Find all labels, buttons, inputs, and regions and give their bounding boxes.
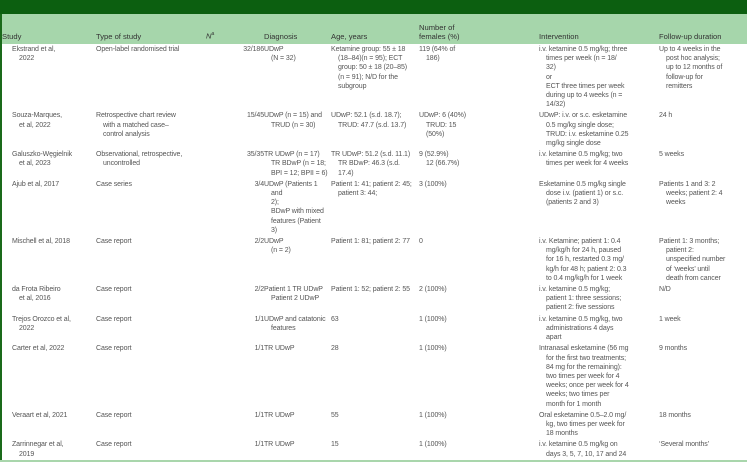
cell-followup-container bbox=[659, 110, 747, 149]
cell-n: 35/35 bbox=[246, 151, 264, 159]
cell-type: Observational, retrospective, uncontrolled bbox=[96, 151, 183, 168]
cell-females: 1 (100%) bbox=[419, 315, 447, 323]
cell-females-container bbox=[419, 236, 539, 284]
cell-age: Patient 1: 81; patient 2: 77 bbox=[331, 238, 410, 246]
cell-n: 2/2 bbox=[254, 238, 264, 246]
cell-type: Case series bbox=[96, 180, 132, 188]
cell-followup-container bbox=[659, 179, 747, 236]
cell-followup-container bbox=[659, 149, 747, 179]
cell-n-container bbox=[206, 314, 264, 344]
header-n bbox=[206, 14, 264, 44]
cell-followup: 24 h bbox=[659, 112, 673, 120]
cell-type-container bbox=[96, 110, 206, 149]
cell-intervention-container bbox=[539, 44, 659, 110]
table-row bbox=[1, 236, 747, 284]
cell-age-container bbox=[331, 439, 419, 460]
cell-study-container bbox=[1, 44, 96, 110]
cell-study-container bbox=[1, 343, 96, 409]
cell-study: da Frota Ribeiro et al, 2016 bbox=[12, 286, 61, 303]
cell-females-container bbox=[419, 149, 539, 179]
cell-type: Case report bbox=[96, 238, 132, 246]
cell-diagnosis-container bbox=[264, 149, 331, 179]
cell-n: 15/45 bbox=[246, 112, 264, 120]
cell-study-container bbox=[1, 284, 96, 314]
cell-n-container bbox=[206, 410, 264, 440]
cell-intervention: i.v. ketamine 0.5 mg/kg; two times per week for 4 weeks bbox=[539, 151, 629, 168]
cell-diagnosis: UDwP and catatonic features bbox=[264, 315, 326, 332]
cell-diagnosis: TR UDwP bbox=[264, 345, 295, 353]
cell-diagnosis: TR UDwP bbox=[264, 411, 295, 419]
cell-followup-container bbox=[659, 439, 747, 460]
cell-followup-container bbox=[659, 314, 747, 344]
cell-followup: 1 week bbox=[659, 315, 681, 323]
cell-age: Ketamine group: 55 ± 18 (18–84)(n = 95); ECT group: 50 ± 18 (20–85) (n = 91); N/D for the subgroup bbox=[331, 46, 407, 90]
cell-intervention-container bbox=[539, 149, 659, 179]
header-intervention: Intervention bbox=[539, 32, 579, 41]
cell-intervention: UDwP: i.v. or s.c. esketamine 0.5 mg/kg single dose; TRUD: i.v. esketamine 0.25 mg/kg single dose bbox=[539, 112, 629, 148]
cell-followup-container bbox=[659, 284, 747, 314]
cell-intervention-container bbox=[539, 343, 659, 409]
cell-type-container bbox=[96, 179, 206, 236]
header-diagnosis: Diagnosis bbox=[264, 32, 298, 41]
cell-females: 1 (100%) bbox=[419, 411, 447, 419]
cell-study-container bbox=[1, 149, 96, 179]
cell-females-container bbox=[419, 284, 539, 314]
cell-followup: Up to 4 weeks in the post hoc analysis; up to 12 months of follow-up for remitters bbox=[659, 46, 723, 90]
header-study: Study bbox=[2, 32, 22, 41]
cell-type: Case report bbox=[96, 441, 132, 449]
cell-followup: 9 months bbox=[659, 345, 687, 353]
table-row bbox=[1, 110, 747, 149]
cell-study: Galuszko-Węgielnik et al, 2023 bbox=[12, 151, 73, 168]
cell-type-container bbox=[96, 410, 206, 440]
cell-study: Trejos Orozco et al, 2022 bbox=[12, 315, 71, 332]
cell-study-container bbox=[1, 410, 96, 440]
cell-n-container bbox=[206, 343, 264, 409]
cell-intervention-container bbox=[539, 284, 659, 314]
cell-intervention: i.v. ketamine 0.5 mg/kg, two administrations 4 days apart bbox=[539, 315, 623, 342]
cell-followup: ‘Several months’ bbox=[659, 441, 710, 449]
cell-age-container bbox=[331, 314, 419, 344]
cell-n: 3/4 bbox=[254, 180, 264, 188]
cell-females: 1 (100%) bbox=[419, 345, 447, 353]
cell-females-container bbox=[419, 439, 539, 460]
cell-age: 15 bbox=[331, 441, 339, 449]
cell-females-container bbox=[419, 314, 539, 344]
cell-females: 119 (64% of 186) bbox=[419, 46, 456, 63]
cell-type: Case report bbox=[96, 286, 132, 294]
table-row bbox=[1, 439, 747, 460]
cell-intervention: i.v. ketamine 0.5 mg/kg; patient 1: three sessions; patient 2: five sessions bbox=[539, 286, 622, 312]
cell-study: Mischell et al, 2018 bbox=[12, 238, 70, 246]
cell-n: 32/186 bbox=[243, 46, 264, 53]
cell-diagnosis-container bbox=[264, 439, 331, 460]
cell-diagnosis: TR UDwP bbox=[264, 441, 295, 449]
cell-n-container bbox=[206, 44, 264, 110]
cell-diagnosis-container bbox=[264, 179, 331, 236]
cell-diagnosis: Patient 1 TR UDwP Patient 2 UDwP bbox=[264, 286, 323, 303]
cell-n-container bbox=[206, 284, 264, 314]
cell-study: Carter et al, 2022 bbox=[12, 345, 65, 353]
cell-age-container bbox=[331, 149, 419, 179]
cell-followup-container bbox=[659, 44, 747, 110]
cell-n: 1/1 bbox=[254, 315, 264, 323]
cell-diagnosis: TR UDwP (n = 17) TR BDwP (n = 18; BPI = 12; BPII = 6) bbox=[264, 151, 328, 177]
cell-type-container bbox=[96, 44, 206, 110]
cell-n-container bbox=[206, 179, 264, 236]
table-row bbox=[1, 44, 747, 110]
cell-study-container bbox=[1, 439, 96, 460]
cell-followup: N/D bbox=[659, 286, 671, 294]
cell-females-container bbox=[419, 44, 539, 110]
cell-study: Ajub et al, 2017 bbox=[12, 180, 60, 188]
cell-age-container bbox=[331, 284, 419, 314]
cell-females-container bbox=[419, 179, 539, 236]
cell-age: Patient 1: 52; patient 2: 55 bbox=[331, 286, 410, 294]
cell-n-container bbox=[206, 149, 264, 179]
table-row bbox=[1, 343, 747, 409]
cell-type: Case report bbox=[96, 315, 132, 323]
cell-diagnosis-container bbox=[264, 236, 331, 284]
cell-study-container bbox=[1, 314, 96, 344]
cell-females: 0 bbox=[419, 238, 423, 246]
cell-type: Retrospective chart review with a matched case– control analysis bbox=[96, 112, 176, 138]
cell-age: Patient 1: 41; patient 2: 45; patient 3: 44; bbox=[331, 180, 412, 198]
cell-n: 1/1 bbox=[254, 345, 264, 353]
cell-type: Case report bbox=[96, 411, 132, 419]
cell-type-container bbox=[96, 284, 206, 314]
cell-study: Zarrinnegar et al, 2019 bbox=[12, 441, 64, 458]
cell-intervention-container bbox=[539, 439, 659, 460]
cell-n-container bbox=[206, 110, 264, 149]
cell-n-container bbox=[206, 439, 264, 460]
studies-table bbox=[0, 14, 747, 462]
cell-age-container bbox=[331, 44, 419, 110]
header-followup: Follow-up duration bbox=[659, 32, 722, 41]
cell-type-container bbox=[96, 149, 206, 179]
cell-diagnosis-container bbox=[264, 314, 331, 344]
cell-females: 1 (100%) bbox=[419, 441, 447, 449]
cell-type-container bbox=[96, 236, 206, 284]
cell-intervention: Oral esketamine 0.5–2.0 mg/ kg, two times per week for 18 months bbox=[539, 411, 627, 438]
cell-followup: Patients 1 and 3: 2 weeks; patient 2: 4 weeks bbox=[659, 180, 723, 207]
cell-intervention: Esketamine 0.5 mg/kg single dose i.v. (patient 1) or s.c. (patients 2 and 3) bbox=[539, 180, 626, 207]
cell-intervention-container bbox=[539, 314, 659, 344]
cell-intervention: Intranasal esketamine (56 mg for the first two treatments; 84 mg for the remaining): two times per week for 4 weeks; once per week for 4 weeks; two times per month for 1 month bbox=[539, 345, 629, 408]
cell-study: Veraart et al, 2021 bbox=[12, 411, 68, 419]
cell-females: UDwP: 6 (40%) TRUD: 15 (50%) bbox=[419, 112, 466, 138]
cell-intervention: i.v. ketamine 0.5 mg/kg on days 3, 5, 7, 10, 17 and 24 bbox=[539, 441, 627, 458]
cell-followup: 18 months bbox=[659, 411, 691, 419]
cell-diagnosis-container bbox=[264, 110, 331, 149]
cell-diagnosis-container bbox=[264, 284, 331, 314]
cell-diagnosis-container bbox=[264, 343, 331, 409]
cell-followup: Patient 1: 3 months; patient 2: unspecified number of ‘weeks’ until death from cancer bbox=[659, 238, 726, 282]
cell-intervention-container bbox=[539, 179, 659, 236]
cell-study: Ekstrand et al, 2022 bbox=[12, 46, 56, 63]
header-n-label: N bbox=[206, 32, 212, 41]
cell-age-container bbox=[331, 110, 419, 149]
cell-n: 1/1 bbox=[254, 441, 264, 449]
cell-n-container bbox=[206, 236, 264, 284]
header-age: Age, years bbox=[331, 32, 368, 41]
cell-diagnosis: UDwP (Patients 1 and 2); BDwP with mixed features (Patient 3) bbox=[264, 180, 324, 234]
cell-age: TR UDwP: 51.2 (s.d. 11.1) TR BDwP: 46.3 (s.d. 17.4) bbox=[331, 151, 411, 177]
cell-study-container bbox=[1, 236, 96, 284]
cell-diagnosis: UDwP (N = 32) bbox=[264, 46, 296, 63]
table-row bbox=[1, 314, 747, 344]
cell-females-container bbox=[419, 343, 539, 409]
cell-diagnosis-container bbox=[264, 410, 331, 440]
cell-age-container bbox=[331, 410, 419, 440]
header-n-footnote: a bbox=[211, 31, 215, 38]
cell-age: 63 bbox=[331, 315, 339, 323]
cell-age: 28 bbox=[331, 345, 339, 353]
cell-followup-container bbox=[659, 410, 747, 440]
cell-type-container bbox=[96, 439, 206, 460]
table-row bbox=[1, 149, 747, 179]
cell-diagnosis: UDwP (n = 2) bbox=[264, 238, 291, 255]
cell-study-container bbox=[1, 110, 96, 149]
cell-age: 55 bbox=[331, 411, 339, 419]
cell-age-container bbox=[331, 236, 419, 284]
cell-intervention-container bbox=[539, 410, 659, 440]
cell-intervention-container bbox=[539, 110, 659, 149]
cell-followup-container bbox=[659, 343, 747, 409]
table-title-bar bbox=[0, 0, 747, 14]
table-header bbox=[1, 14, 747, 44]
cell-diagnosis: UDwP (n = 15) and TRUD (n = 30) bbox=[264, 112, 322, 129]
cell-age-container bbox=[331, 343, 419, 409]
cell-study-container bbox=[1, 179, 96, 236]
cell-females-container bbox=[419, 410, 539, 440]
header-females: Number of females (%) bbox=[419, 23, 460, 41]
table-body bbox=[1, 44, 747, 461]
cell-females: 3 (100%) bbox=[419, 180, 447, 188]
cell-females: 9 (52.9%) 12 (66.7%) bbox=[419, 151, 460, 168]
cell-study: Souza-Marques, et al, 2022 bbox=[12, 112, 62, 129]
cell-n: 1/1 bbox=[254, 411, 264, 419]
table-row bbox=[1, 179, 747, 236]
cell-type-container bbox=[96, 314, 206, 344]
cell-intervention-container bbox=[539, 236, 659, 284]
table-row bbox=[1, 284, 747, 314]
cell-age: UDwP: 52.1 (s.d. 18.7); TRUD: 47.7 (s.d. 13.7) bbox=[331, 112, 407, 129]
cell-followup: 5 weeks bbox=[659, 151, 684, 159]
cell-n: 2/2 bbox=[254, 286, 264, 294]
cell-type: Case report bbox=[96, 345, 132, 353]
cell-females: 2 (100%) bbox=[419, 286, 447, 294]
cell-intervention: i.v. ketamine 0.5 mg/kg; three times per week (n = 18/ 32) or ECT three times per week during up to 4 weeks (n = 14/32) bbox=[539, 46, 628, 109]
table-row bbox=[1, 410, 747, 440]
cell-intervention: i.v. Ketamine; patient 1: 0.4 mg/kg/h for 24 h, paused for 16 h, restarted 0.3 mg/ kg/h for 48 h; patient 2: 0.3 to 0.4 mg/kg/h for 1 week bbox=[539, 238, 627, 282]
cell-females-container bbox=[419, 110, 539, 149]
cell-diagnosis-container bbox=[264, 44, 331, 110]
cell-age-container bbox=[331, 179, 419, 236]
cell-type-container bbox=[96, 343, 206, 409]
cell-type: Open-label randomised trial bbox=[96, 46, 180, 53]
cell-followup-container bbox=[659, 236, 747, 284]
header-type: Type of study bbox=[96, 32, 142, 41]
